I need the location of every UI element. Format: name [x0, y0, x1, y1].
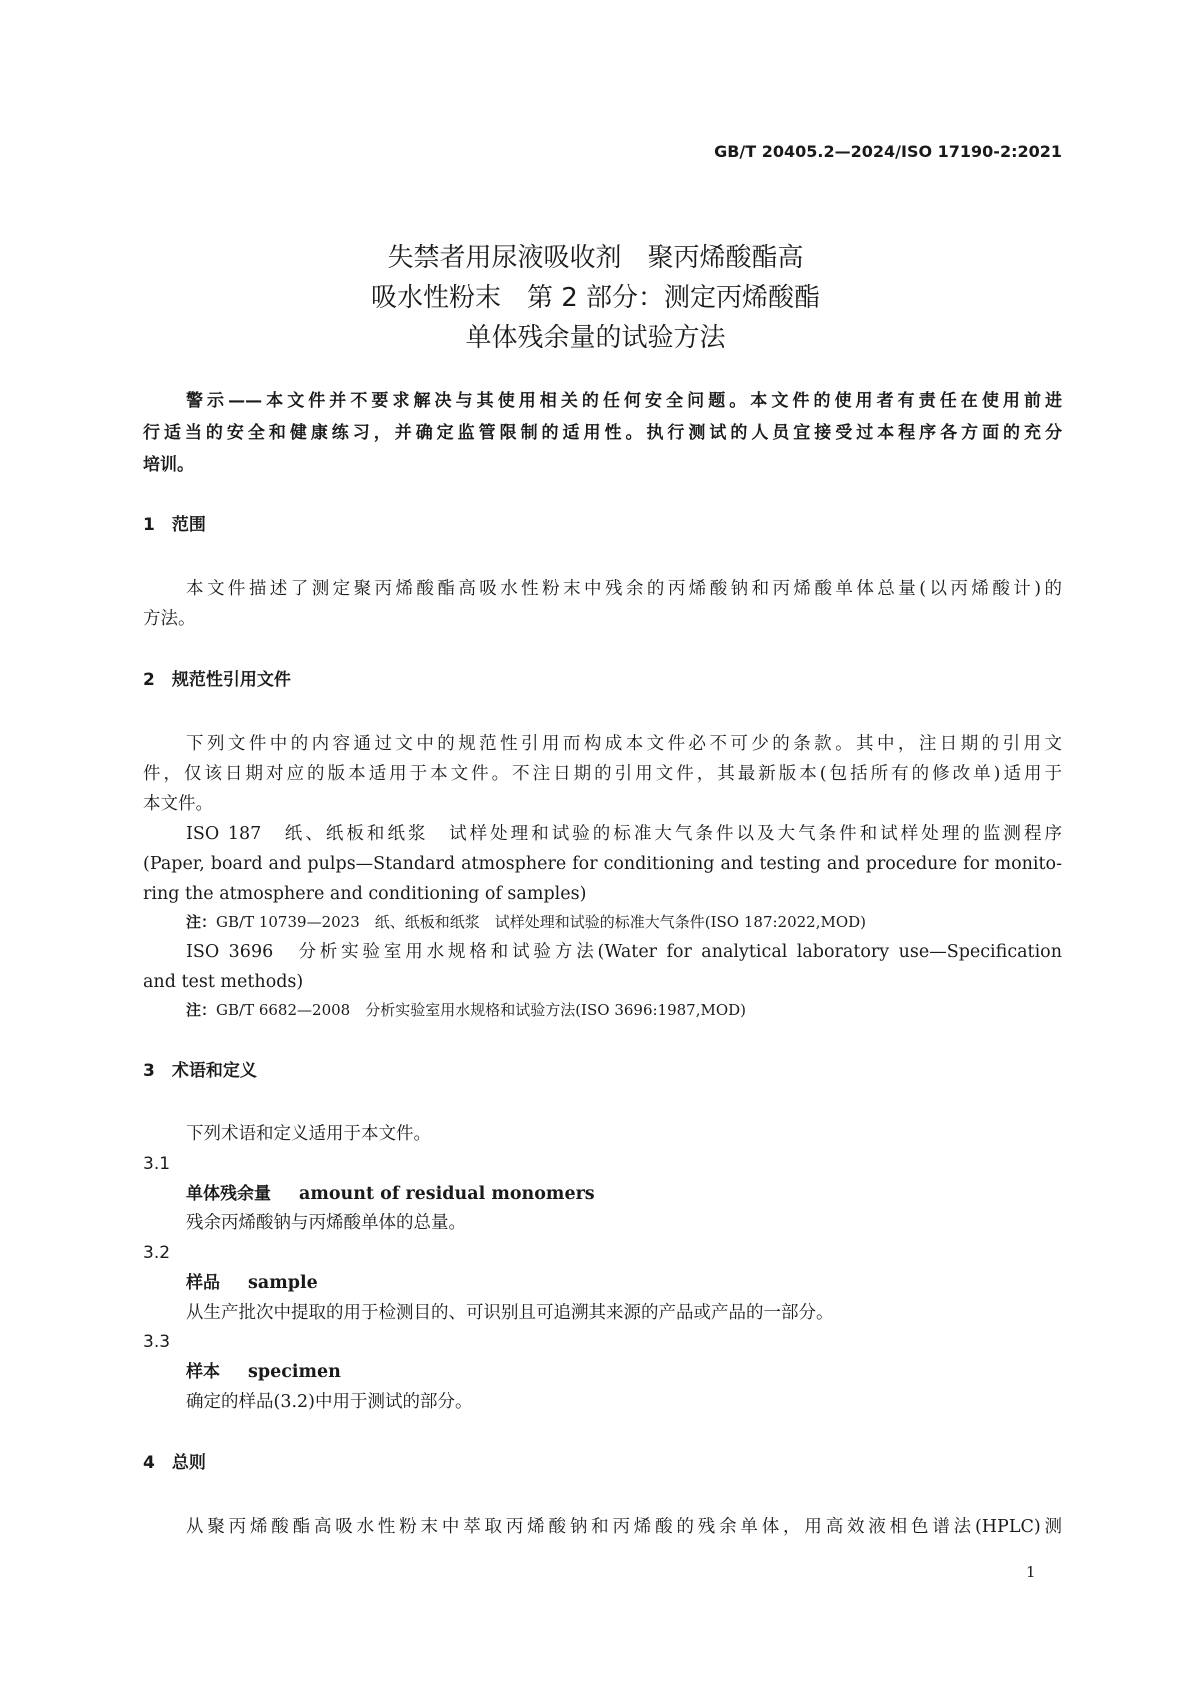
term-number: 3.1 [143, 1154, 171, 1174]
note-text: GB/T 10739—2023 纸、纸板和纸浆 试样处理和试验的标准大气条件(ISO 187:2022,MOD) [216, 913, 867, 931]
term-definition: 确定的样品(3.2)中用于测试的部分。 [186, 1392, 473, 1412]
title-line-1: 失禁者用尿液吸收剂 聚丙烯酸酯高 [387, 243, 804, 273]
warning-text: 行适当的安全和健康练习，并确定监管限制的适用性。执行测试的人员宜接受过本程序各方面的充分 [143, 423, 1062, 443]
reference: ring the atmosphere and conditioning of samples) [143, 884, 587, 904]
reference: ISO 3696 分析实验室用水规格和试验方法(Water for analytical laboratory use—Specification [186, 942, 1062, 962]
term-en: specimen [248, 1362, 341, 1382]
term-title [186, 1357, 341, 1387]
reference: and test methods) [143, 972, 304, 992]
note [186, 907, 866, 937]
term-number: 3.3 [143, 1332, 171, 1352]
term-title [186, 1268, 318, 1298]
title-line-3: 单体残余量的试验方法 [465, 323, 726, 353]
term-zh: 样本 [186, 1362, 220, 1382]
term-definition: 从生产批次中提取的用于检测目的、可识别且可追溯其来源的产品或产品的一部分。 [186, 1303, 834, 1323]
paragraph: 从聚丙烯酸酯高吸水性粉末中萃取丙烯酸钠和丙烯酸的残余单体，用高效液相色谱法(HPLC)测 [186, 1517, 1062, 1537]
paragraph: 本文件描述了测定聚丙烯酸酯高吸水性粉末中残余的丙烯酸钠和丙烯酸单体总量(以丙烯酸计)的 [186, 579, 1062, 599]
section-heading: 1 范围 [143, 515, 206, 535]
note-label: 注： [186, 1001, 217, 1019]
page-number: 1 [1026, 1563, 1036, 1581]
term-zh: 单体残余量 [186, 1184, 271, 1204]
paragraph: 下列术语和定义适用于本文件。 [186, 1124, 431, 1144]
term-en: amount of residual monomers [299, 1184, 595, 1204]
warning-text: 培训。 [143, 455, 194, 475]
paragraph: 下列文件中的内容通过文中的规范性引用而构成本文件必不可少的条款。其中，注日期的引用文 [186, 734, 1062, 754]
term-definition: 残余丙烯酸钠与丙烯酸单体的总量。 [186, 1213, 466, 1233]
term-zh: 样品 [186, 1273, 220, 1293]
section-heading: 2 规范性引用文件 [143, 670, 291, 690]
paragraph: 方法。 [143, 609, 196, 629]
reference: (Paper, board and pulps—Standard atmosphere for conditioning and testing and procedure for monito- [143, 854, 1062, 874]
section-heading: 4 总则 [143, 1453, 206, 1473]
note [186, 995, 746, 1025]
note-text: GB/T 6682—2008 分析实验室用水规格和试验方法(ISO 3696:1987,MOD) [216, 1001, 747, 1019]
paragraph: 件，仅该日期对应的版本适用于本文件。不注日期的引用文件，其最新版本(包括所有的修改单)适用于 [143, 764, 1062, 784]
document-code: GB/T 20405.2—2024/ISO 17190-2:2021 [714, 142, 1062, 161]
term-number: 3.2 [143, 1243, 171, 1263]
term-title [186, 1179, 595, 1209]
term-en: sample [248, 1273, 318, 1293]
section-heading: 3 术语和定义 [143, 1061, 257, 1081]
warning-text: 警示——本文件并不要求解决与其使用相关的任何安全问题。本文件的使用者有责任在使用前进 [186, 391, 1062, 411]
paragraph: 本文件。 [143, 794, 213, 814]
title-line-2: 吸水性粉末 第 2 部分：测定丙烯酸酯 [370, 283, 821, 313]
reference: ISO 187 纸、纸板和纸浆 试样处理和试验的标准大气条件以及大气条件和试样处理的监测程序 [186, 824, 1062, 844]
note-label: 注： [186, 913, 217, 931]
